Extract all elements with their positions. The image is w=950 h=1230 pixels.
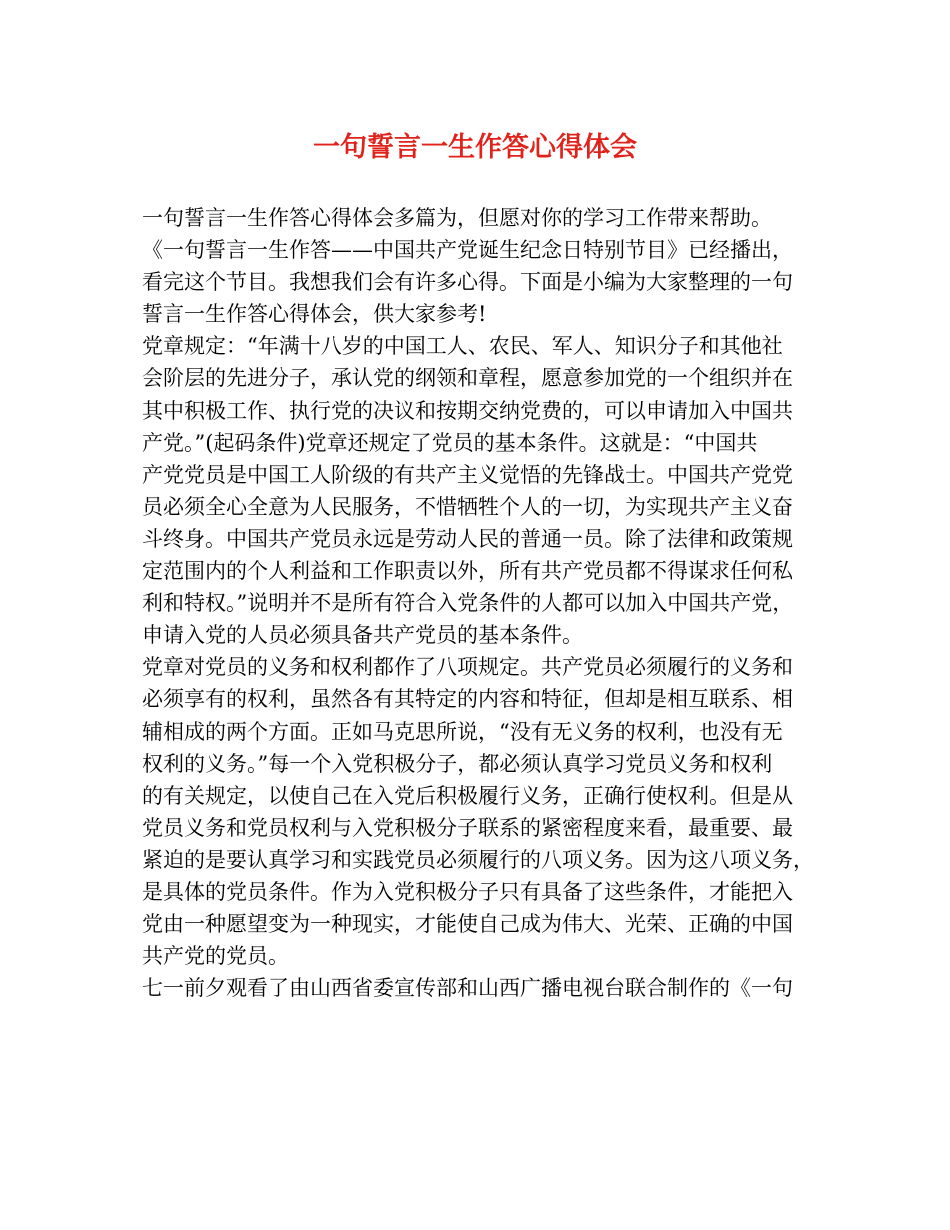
body-line: 《一句誓言一生作答——中国共产党诞生纪念日特别节目》已经播出， [142, 238, 793, 263]
body-line: 产党党员是中国工人阶级的有共产主义觉悟的先锋战士。中国共产党党 [142, 462, 793, 487]
body-line: 誓言一生作答心得体会，供大家参考! [142, 302, 487, 327]
body-line: 斗终身。中国共产党员永远是劳动人民的普通一员。除了法律和政策规 [142, 526, 793, 551]
body-line: 的有关规定，以使自己在入党后积极履行义务，正确行使权利。但是从 [142, 783, 793, 808]
body-line: 申请入党的人员必须具备共产党员的基本条件。 [142, 623, 583, 648]
body-line: 会阶层的先进分子，承认党的纲领和章程，愿意参加党的一个组织并在 [142, 366, 793, 391]
document-title: 一句誓言一生作答心得体会 [313, 132, 637, 163]
body-line: 其中积极工作、执行党的决议和按期交纳党费的，可以申请加入中国共 [142, 398, 793, 423]
body-line: 党由一种愿望变为一种现实，才能使自己成为伟大、光荣、正确的中国 [142, 912, 793, 937]
body-line: 看完这个节目。我想我们会有许多心得。下面是小编为大家整理的一句 [142, 270, 793, 295]
body-line: 产党。”(起码条件)党章还规定了党员的基本条件。这就是：“中国共 [142, 430, 758, 455]
body-line: 党员义务和党员权利与入党积极分子联系的紧密程度来看，最重要、最 [142, 815, 793, 840]
body-line: 利和特权。”说明并不是所有符合入党条件的人都可以加入中国共产党， [142, 591, 794, 616]
body-line: 权利的义务。”每一个入党积极分子，都必须认真学习党员义务和权利 [142, 751, 773, 776]
body-line: 一句誓言一生作答心得体会多篇为，但愿对你的学习工作带来帮助。 [142, 206, 772, 230]
body-line: 员必须全心全意为人民服务，不惜牺牲个人的一切，为实现共产主义奋 [142, 494, 793, 519]
body-line: 必须享有的权利，虽然各有其特定的内容和特征，但却是相互联系、相 [142, 687, 793, 712]
body-line: 定范围内的个人利益和工作职责以外，所有共产党员都不得谋求任何私 [142, 559, 793, 584]
document-body [142, 202, 822, 1004]
body-line: 党章规定：“年满十八岁的中国工人、农民、军人、知识分子和其他社 [142, 334, 783, 359]
body-line: 辅相成的两个方面。正如马克思所说，“没有无义务的权利，也没有无 [142, 719, 783, 744]
body-line: 七一前夕观看了由山西省委宣传部和山西广播电视台联合制作的《一句 [142, 976, 793, 1001]
body-line: 共产党的党员。 [142, 944, 289, 969]
body-line: 是具体的党员条件。作为入党积极分子只有具备了这些条件，才能把入 [142, 879, 793, 904]
body-line: 紧迫的是要认真学习和实践党员必须履行的八项义务。因为这八项义务， [142, 847, 814, 872]
body-line: 党章对党员的义务和权利都作了八项规定。共产党员必须履行的义务和 [142, 655, 793, 680]
